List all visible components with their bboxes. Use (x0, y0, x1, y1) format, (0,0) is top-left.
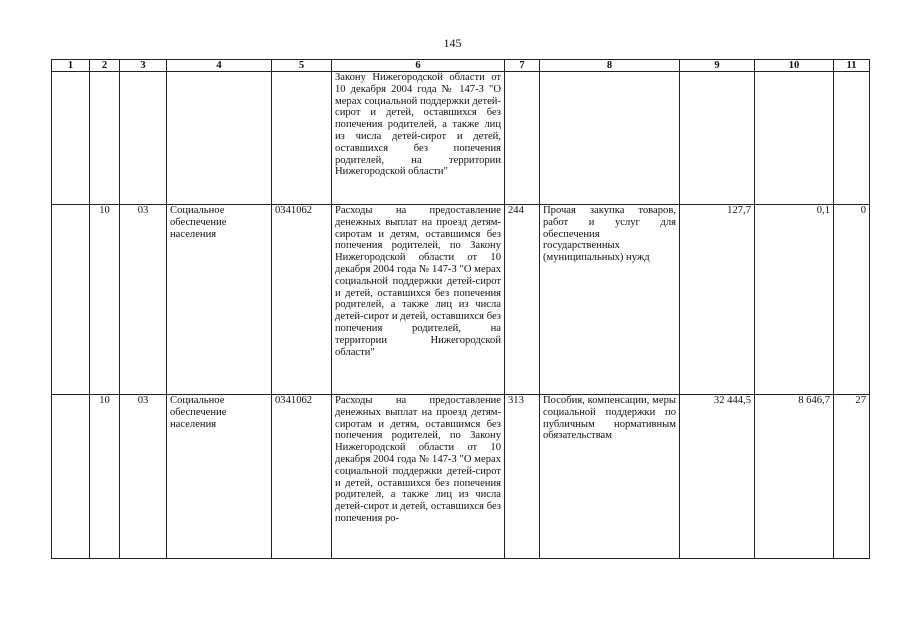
column-header-8: 8 (540, 60, 680, 72)
cell-target-code (272, 72, 332, 205)
column-header-3: 3 (120, 60, 167, 72)
header-row (52, 60, 870, 72)
cell-description: Расходы на предоставление денежных выплат на проезд детям-сиротам и детям, оставшимся без попечения родителей, по Закону Нижегородской области от 10 декабря 2004 года № 147-З "О мерах социальной поддержки детей-сирот и детей, оставшихся без попечения родителей, а также лиц из числа детей-сирот и детей, оставшихся без попечения ро- (332, 395, 505, 559)
cell-section: 10 (90, 395, 120, 559)
cell-name: Социальное обеспечение населения (167, 395, 272, 559)
column-header-4: 4 (167, 60, 272, 72)
cell-section (90, 72, 120, 205)
table-row (52, 205, 870, 395)
cell-subsection: 03 (120, 205, 167, 395)
cell-col1 (52, 205, 90, 395)
column-header-7: 7 (505, 60, 540, 72)
cell-subsection (120, 72, 167, 205)
cell-expense-code (505, 72, 540, 205)
cell-expense-code: 313 (505, 395, 540, 559)
cell-expense-name: Прочая закупка товаров, работ и услуг для обеспечения государственных (муниципальных) нужд (540, 205, 680, 395)
column-header-10: 10 (755, 60, 834, 72)
column-header-5: 5 (272, 60, 332, 72)
cell-amount-10: 0,1 (755, 205, 834, 395)
cell-col1 (52, 395, 90, 559)
cell-amount-10 (755, 72, 834, 205)
cell-expense-code: 244 (505, 205, 540, 395)
budget-table (51, 59, 870, 559)
cell-target-code: 0341062 (272, 205, 332, 395)
cell-amount-9: 32 444,5 (680, 395, 755, 559)
cell-description: Закону Нижегородской области от 10 декабря 2004 года № 147-З "О мерах социальной поддержки детей-сирот и детей, оставшихся без попечения родителей, а также лиц из числа детей-сирот и детей, оставшихся без попечения родителей, на территории Нижегородской области" (332, 72, 505, 205)
cell-amount-11: 0 (834, 205, 870, 395)
cell-amount-10: 8 646,7 (755, 395, 834, 559)
table-row (52, 395, 870, 559)
cell-name (167, 72, 272, 205)
cell-amount-9: 127,7 (680, 205, 755, 395)
page-number: 145 (443, 36, 462, 50)
column-header-9: 9 (680, 60, 755, 72)
column-header-11: 11 (834, 60, 870, 72)
cell-amount-11 (834, 72, 870, 205)
cell-expense-name: Пособия, компенсации, меры социальной поддержки по публичным нормативным обязательствам (540, 395, 680, 559)
cell-target-code: 0341062 (272, 395, 332, 559)
cell-col1 (52, 72, 90, 205)
column-header-6: 6 (332, 60, 505, 72)
cell-amount-9 (680, 72, 755, 205)
cell-section: 10 (90, 205, 120, 395)
column-header-2: 2 (90, 60, 120, 72)
table-row (52, 72, 870, 205)
column-header-1: 1 (52, 60, 90, 72)
cell-subsection: 03 (120, 395, 167, 559)
cell-amount-11: 27 (834, 395, 870, 559)
cell-description: Расходы на предоставление денежных выплат на проезд детям-сиротам и детям, оставшимся без попечения родителей, по Закону Нижегородской области от 10 декабря 2004 года № 147-З "О мерах социальной поддержки детей-сирот и детей, оставшихся без попечения родителей, а также лиц из числа детей-сирот и детей, оставшихся без попечения родителей, на территории Нижегородской области" (332, 205, 505, 395)
cell-expense-name (540, 72, 680, 205)
cell-name: Социальное обеспечение населения (167, 205, 272, 395)
